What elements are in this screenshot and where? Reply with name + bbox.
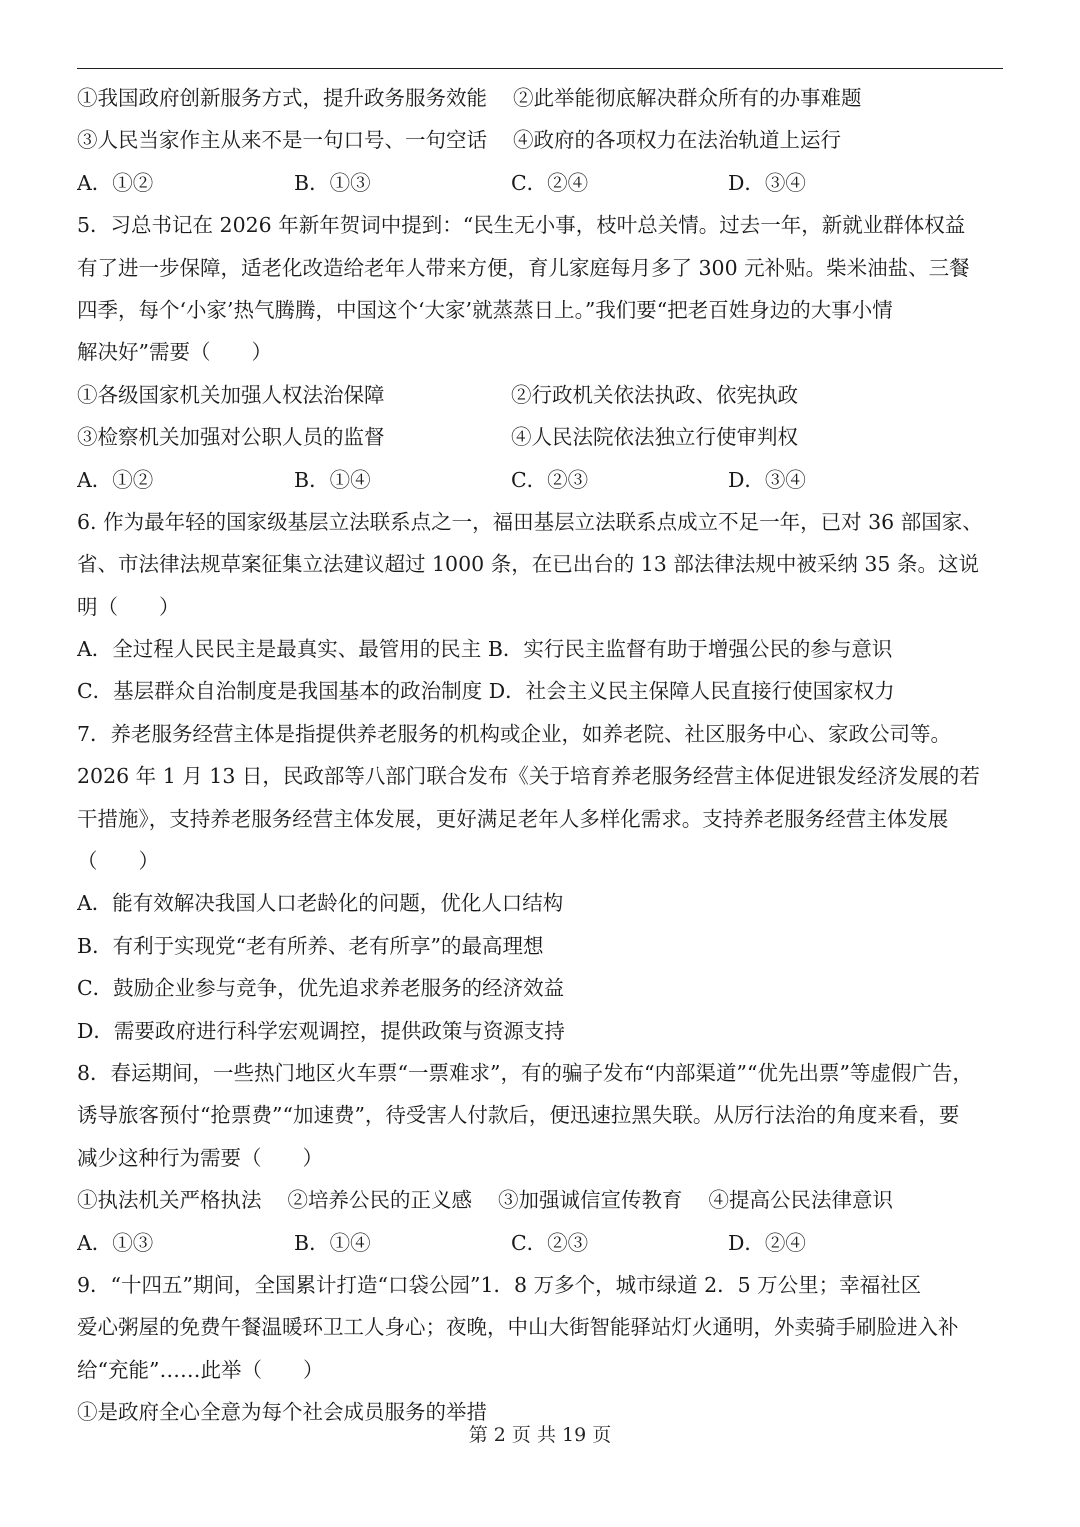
header-rule (77, 68, 1003, 69)
q8-options (77, 1222, 1012, 1264)
q5-statement-3: ③检察机关加强对公职人员的监督 (77, 425, 385, 450)
q4-option-a[interactable]: A．①② (77, 170, 154, 195)
q8-statement-2: ②培养公民的正义感 (287, 1188, 472, 1213)
q4-statement-3: ③人民当家作主从来不是一句口号、一句空话 (77, 128, 487, 153)
q8-stem-line-3: 减少这种行为需要（ ） (77, 1145, 323, 1170)
q6-stem-line-3: 明（ ） (77, 594, 180, 619)
q4-statements-row-1 (77, 77, 1012, 119)
q6-options-ab[interactable]: A．全过程人民民主是最真实、最管用的民主 B．实行民主监督有助于增强公民的参与意识 (77, 637, 893, 662)
q7-option-c[interactable]: C．鼓励企业参与竞争，优先追求养老服务的经济效益 (77, 976, 565, 1001)
q4-statement-1: ①我国政府创新服务方式，提升政务服务效能 (77, 86, 487, 110)
q8-option-c[interactable]: C．②③ (511, 1230, 589, 1255)
q9-stem-line-1: 9．“十四五”期间，全国累计打造“口袋公园”1．8 万多个，城市绿道 2．5 万公里；幸福社区 (77, 1272, 922, 1297)
q5-statements-row-2 (77, 416, 1012, 458)
q6-stem-line-1: 6. 作为最年轻的国家级基层立法联系点之一，福田基层立法联系点成立不足一年，已对 36 部国家、 (77, 509, 983, 534)
q4-option-b[interactable]: B．①③ (294, 170, 371, 195)
q8-statements (77, 1179, 1012, 1221)
q7-stem-line-1: 7．养老服务经营主体是指提供养老服务的机构或企业，如养老院、社区服务中心、家政公司等。 (77, 721, 952, 746)
q4-statement-4: ④政府的各项权力在法治轨道上运行 (513, 128, 841, 153)
q5-option-c[interactable]: C．②③ (511, 467, 589, 492)
q4-statement-2: ②此举能彻底解决群众所有的办事难题 (513, 86, 862, 110)
q5-stem-line-4: 解决好”需要（ ） (77, 340, 272, 365)
q8-option-d[interactable]: D．②④ (728, 1230, 806, 1255)
q4-option-c[interactable]: C．②④ (511, 170, 589, 195)
q5-statement-4: ④人民法院依法独立行使审判权 (511, 425, 798, 450)
q7-stem-line-3: 干措施》，支持养老服务经营主体发展，更好满足老年人多样化需求。支持养老服务经营主体发展 (77, 806, 949, 831)
q5-statements-row-1 (77, 374, 1012, 416)
q7-option-d[interactable]: D．需要政府进行科学宏观调控，提供政策与资源支持 (77, 1018, 565, 1043)
q5-option-d[interactable]: D．③④ (728, 467, 806, 492)
page-content (77, 77, 1012, 1434)
q6-options-cd[interactable]: C．基层群众自治制度是我国基本的政治制度 D．社会主义民主保障人民直接行使国家权力 (77, 679, 895, 704)
q5-option-b[interactable]: B．①④ (294, 467, 371, 492)
page-footer: 第 2 页 共 19 页 (468, 1424, 612, 1446)
q5-statement-1: ①各级国家机关加强人权法治保障 (77, 382, 385, 407)
q8-statement-4: ④提高公民法律意识 (708, 1188, 893, 1213)
q4-options (77, 162, 1012, 204)
q8-stem-line-1: 8．春运期间，一些热门地区火车票“一票难求”，有的骗子发布“内部渠道”“优先出票”等虚假广告， (77, 1060, 973, 1085)
q8-option-b[interactable]: B．①④ (294, 1230, 371, 1255)
q8-statement-1: ①执法机关严格执法 (77, 1188, 262, 1213)
q7-stem-line-2: 2026 年 1 月 13 日，民政部等八部门联合发布《关于培育养老服务经营主体促进银发经济发展的若 (77, 764, 980, 789)
q7-option-a[interactable]: A．能有效解决我国人口老龄化的问题，优化人口结构 (77, 891, 564, 916)
q7-option-b[interactable]: B．有利于实现党“老有所养、老有所享”的最高理想 (77, 933, 544, 958)
q5-statement-2: ②行政机关依法执政、依宪执政 (511, 382, 798, 407)
q5-stem-line-3: 四季，每个‘小家’热气腾腾，中国这个‘大家’就蒸蒸日上。”我们要“把老百姓身边的大事小情 (77, 297, 893, 322)
q8-statement-3: ③加强诚信宣传教育 (498, 1188, 683, 1213)
q6-stem-line-2: 省、市法律法规草案征集立法建议超过 1000 条，在已出台的 13 部法律法规中被采纳 35 条。这说 (77, 552, 979, 577)
q5-stem-line-1: 5．习总书记在 2026 年新年贺词中提到：“民生无小事，枝叶总关情。过去一年，新就业群体权益 (77, 213, 966, 238)
q8-stem-line-2: 诱导旅客预付“抢票费”“加速费”，待受害人付款后，便迅速拉黑失联。从厉行法治的角度来看，要 (77, 1103, 960, 1128)
q9-statement-1: ①是政府全心全意为每个社会成员服务的举措 (77, 1400, 487, 1425)
q9-stem-line-3: 给“充能”……此举（ ） (77, 1357, 324, 1382)
q7-stem-line-4: （ ） (77, 849, 159, 874)
q8-option-a[interactable]: A．①③ (77, 1230, 154, 1255)
q5-options (77, 459, 1012, 501)
q4-option-d[interactable]: D．③④ (728, 170, 806, 195)
q5-stem-line-2: 有了进一步保障，适老化改造给老年人带来方便，育儿家庭每月多了 300 元补贴。柴米油盐、三餐 (77, 255, 970, 280)
q5-option-a[interactable]: A．①② (77, 467, 154, 492)
q4-statements-row-2 (77, 119, 1012, 161)
q9-stem-line-2: 爱心粥屋的免费午餐温暖环卫工人身心；夜晚，中山大街智能驿站灯火通明，外卖骑手刷脸进入补 (77, 1315, 959, 1340)
